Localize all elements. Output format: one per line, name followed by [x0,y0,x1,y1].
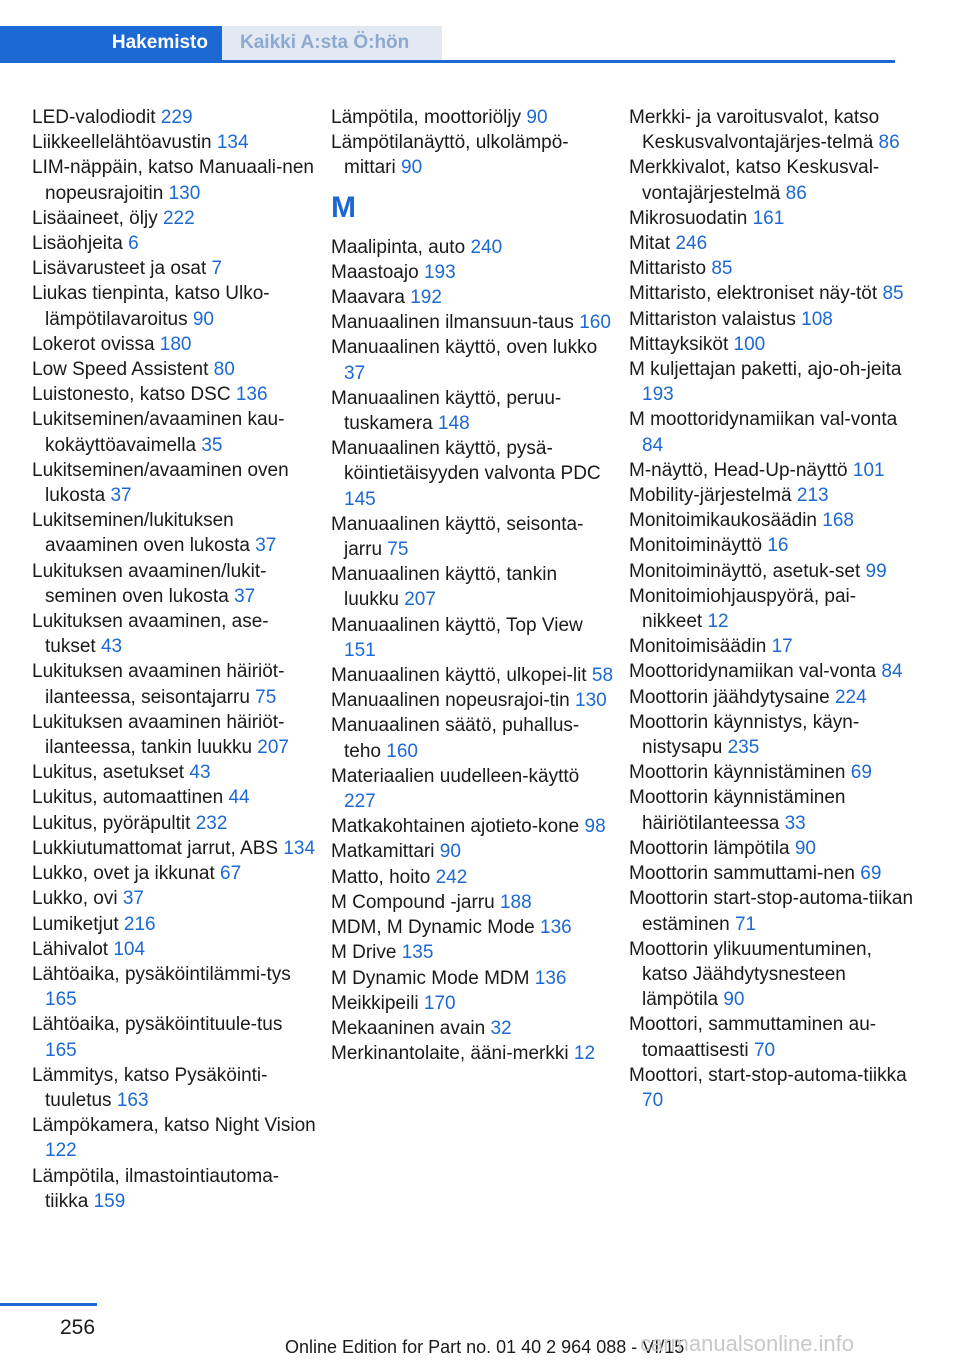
index-entry [331,991,616,1016]
index-entry [629,105,914,155]
index-entry [331,613,616,663]
index-entry [629,785,914,835]
index-column-3 [629,105,914,1113]
footer-divider [0,1303,97,1306]
page-reference-link[interactable]: 80 [213,359,235,381]
index-entry-text: Manuaalinen käyttö, peruu-tuskamera [331,387,562,435]
index-entry-text: Manuaalinen käyttö, oven lukko [331,337,598,359]
index-entry-text: Manuaalinen säätö, puhallus-teho [331,715,580,762]
page-reference-link[interactable]: 90 [794,837,816,859]
index-entry-text: Moottori, start-stop-automa-tiikka [629,1064,907,1086]
page-reference-link[interactable]: 86 [878,132,900,154]
index-entry-text: Lämpötila, moottoriöljy [331,107,522,128]
page-reference-link[interactable]: 130 [575,690,607,712]
index-entry [629,584,914,634]
index-entry-text: Maastoajo [331,261,419,283]
index-entry [32,508,317,558]
index-entry-text: Lukituksen avaaminen häiriöt-ilanteessa, tankin luukku [32,711,285,759]
page-reference-link[interactable]: 84 [642,434,664,456]
index-entry-text: Lähtöaika, pysäköintituule-tus [32,1014,283,1036]
index-entry [629,281,914,306]
page-reference-link[interactable]: 43 [100,636,123,658]
page-reference-link[interactable]: 99 [865,560,887,582]
index-entry-text: Lähtöaika, pysäköintilämmi-tys [32,963,291,985]
page-reference-link[interactable]: 134 [216,132,249,154]
index-entry [331,865,616,890]
page-reference-link[interactable]: 163 [116,1089,149,1111]
index-entry [32,710,317,760]
index-entry [629,231,914,256]
index-entry-text: Lokerot ovissa [32,333,155,355]
page-reference-link[interactable]: 193 [423,261,456,283]
index-entry-text: Lukitus, asetukset [32,762,185,784]
page-reference-link[interactable]: 37 [234,585,256,607]
index-entry-text: Materiaalien uudelleen-käyttö [331,765,580,787]
page-reference-link[interactable]: 148 [437,413,470,435]
index-entry-text: Lukituksen avaaminen/lukit-seminen oven lukosta [32,560,267,607]
index-entry [331,310,616,335]
page-reference-link[interactable]: 58 [591,665,614,687]
index-entry-text: Merkki- ja varoitusvalot, katso Keskusvalvontajärjes-telmä [629,107,880,154]
page-reference-link[interactable]: 136 [540,917,572,939]
index-entry-text: Lisävarusteet ja osat [32,258,207,280]
page-reference-link[interactable]: 101 [852,459,885,481]
index-entry-text: Manuaalinen käyttö, tankin luukku [331,564,558,611]
index-entry [629,1012,914,1062]
header-divider [0,60,895,63]
index-entry-text: Matkamittari [331,841,435,863]
index-entry [32,609,317,659]
index-entry [32,1164,317,1214]
index-entry-text: LED-valodiodit [32,107,156,128]
index-column-2 [331,105,616,1066]
page-reference-link[interactable]: 235 [727,737,760,759]
index-entry [629,357,914,407]
index-entry [629,307,914,332]
index-entry [331,663,616,688]
index-entry [32,155,317,205]
index-entry-text: Moottorin ylikuumentuminen, katso Jäähdytysnesteen lämpötila [629,938,872,1011]
page-reference-link[interactable]: 44 [228,787,250,809]
index-entry-text: M Drive [331,942,397,964]
page-reference-link[interactable]: 69 [860,863,882,885]
page-reference-link[interactable]: 151 [344,639,376,661]
index-entry [331,966,616,991]
index-entry [331,285,616,310]
index-entry-text: Lukitseminen/avaaminen oven lukosta [32,459,289,507]
page-reference-link[interactable]: 229 [160,107,193,128]
index-entry [629,760,914,785]
tab-kaikki-a-o[interactable] [222,26,442,60]
index-entry-text: Lämpökamera, katso Night Vision [32,1115,316,1137]
index-entry [331,814,616,839]
index-entry [331,130,616,180]
index-entry-text: Moottorin start-stop-automa-tiikan estäminen [629,888,914,935]
tab-hakemisto[interactable] [0,26,222,60]
page-reference-link[interactable]: 246 [675,233,708,255]
index-entry-text: Moottorin sammuttami-nen [629,863,855,885]
index-entry-text: Moottori, sammuttaminen au-tomaattisesti [629,1014,877,1061]
edition-note: Online Edition for Part no. 01 40 2 964 088 - VI/15 [285,1337,685,1357]
section-letter: M [331,190,356,224]
index-entry [629,483,914,508]
page-reference-link[interactable]: 37 [122,888,144,910]
index-entry-text: Matto, hoito [331,866,431,888]
index-entry [629,332,914,357]
index-entry-text: Lukituksen avaaminen, ase-tukset [32,611,269,658]
index-entry-text: Maavara [331,287,405,309]
page-reference-link[interactable]: 130 [168,182,201,204]
page-reference-link[interactable]: 98 [584,816,606,838]
page-reference-link[interactable]: 232 [195,812,228,834]
page-reference-link[interactable]: 168 [822,510,854,532]
index-entry [629,508,914,533]
page-reference-link[interactable]: 70 [642,1089,664,1111]
page-reference-link[interactable]: 71 [734,913,757,935]
index-entry-text: Liikkeellelähtöavustin [32,132,212,154]
page-reference-link[interactable]: 222 [162,207,195,229]
index-entry-text: Manuaalinen käyttö, pysä-köintietäisyyden valvonta PDC [331,438,601,485]
index-entry-text: Manuaalinen ilmansuun-taus [331,312,574,334]
page-reference-link[interactable]: 213 [796,485,829,507]
index-entry [331,713,616,763]
index-entry-text: Manuaalinen käyttö, Top View [331,614,583,636]
index-entry [32,1063,317,1113]
page-reference-link[interactable]: 135 [401,942,434,964]
index-entry [32,861,317,886]
index-entry [331,1041,616,1066]
page-reference-link[interactable]: 207 [257,737,289,759]
index-entry [32,559,317,609]
index-entry-text: LIM-näppäin, katso Manuaali-nen nopeusrajoitin [32,157,315,204]
page-reference-link[interactable]: 242 [435,866,468,888]
page-reference-link[interactable]: 85 [882,283,904,305]
page-reference-link[interactable]: 84 [881,661,903,683]
index-entry [331,386,616,436]
index-entry [629,256,914,281]
index-entry-text: Monitoiminäyttö, asetuk-set [629,560,861,582]
index-entry-text: Moottoridynamiikan val-vonta [629,661,877,683]
index-entry [629,685,914,710]
index-entry-text: Mittaristo, elektroniset näy-töt [629,283,878,305]
index-entry-text: Lämpötila, ilmastointiautoma-tiikka [32,1165,280,1212]
index-entry-text: Lukituksen avaaminen häiriöt-ilanteessa, seisontajarru [32,661,285,708]
page-reference-link[interactable]: 160 [579,312,611,334]
index-entry-text: Monitoiminäyttö [629,535,763,557]
header-tabs [0,26,895,64]
index-entry-text: Moottorin lämpötila [629,837,790,859]
page-reference-link[interactable]: 161 [752,207,785,229]
index-entry-text: Moottorin käynnistäminen häiriötilanteessa [629,787,846,834]
page-reference-link[interactable]: 37 [344,362,366,384]
index-entry [331,260,616,285]
page-reference-link[interactable]: 90 [723,989,745,1011]
page-reference-link[interactable]: 240 [470,236,503,258]
page-reference-link[interactable]: 193 [642,384,674,406]
tab-hakemisto-label: Hakemisto [111,32,208,53]
index-entry [32,760,317,785]
page-reference-link[interactable]: 17 [771,636,793,658]
page-reference-link[interactable]: 7 [211,258,223,280]
index-entry [331,105,616,130]
index-entry [629,634,914,659]
index-entry [32,836,317,861]
page-reference-link[interactable]: 33 [784,812,806,834]
index-entry-text: Lukitseminen/lukituksen avaaminen oven lukosta [32,510,250,557]
page-reference-link[interactable]: 37 [110,485,132,507]
page-reference-link[interactable]: 86 [785,182,807,204]
index-entry [32,811,317,836]
index-entry [331,512,616,562]
page-reference-link[interactable]: 43 [189,762,211,784]
index-entry [32,382,317,407]
page-reference-link[interactable]: 90 [401,157,423,179]
index-entry [32,357,317,382]
index-entry [629,710,914,760]
page-reference-link[interactable]: 160 [386,740,418,762]
page-reference-link[interactable]: 207 [404,589,436,611]
page-reference-link[interactable]: 90 [439,841,461,863]
index-entry-text: M moottoridynamiikan val-vonta [629,409,898,431]
index-entry-text: Matkakohtainen ajotieto-kone [331,816,580,838]
index-entry [629,861,914,886]
page-reference-link[interactable]: 67 [220,863,242,885]
index-entry-text: Moottorin jäähdytysaine [629,686,830,708]
index-entry-text: MDM, M Dynamic Mode [331,917,535,939]
index-entry-text: Manuaalinen käyttö, ulkopei-lit [331,665,587,687]
index-entry-text: Merkinantolaite, ääni-merkki [331,1043,569,1065]
index-entry-text: Mittariston valaistus [629,308,796,330]
index-entry [331,436,616,512]
index-entry [331,235,616,260]
index-entry-text: M kuljettajan paketti, ajo-oh-jeita [629,359,902,381]
index-entry [32,332,317,357]
index-entry-text: Mobility-järjestelmä [629,485,792,507]
index-entry-text: Lisäohjeita [32,233,123,255]
page-reference-link[interactable]: 192 [410,287,442,309]
page-reference-link[interactable]: 136 [235,384,268,406]
page-reference-link[interactable]: 85 [711,258,733,280]
page-reference-link[interactable]: 35 [201,434,223,456]
index-entry-text: Monitoimikaukosäädin [629,510,817,532]
index-entry-text: Moottorin käynnistäminen [629,762,846,784]
page-reference-link[interactable]: 170 [423,992,456,1014]
index-entry-text: Lumiketjut [32,913,119,935]
index-entry [629,836,914,861]
index-entry [32,886,317,911]
index-entry [629,458,914,483]
index-entry-text: Lukkiutumattomat jarrut, ABS [32,837,279,859]
index-entry-text: Manuaalinen nopeusrajoi-tin [331,690,570,712]
page-reference-link[interactable]: 227 [344,791,376,813]
index-entry [32,785,317,810]
index-entry-text: Lukitus, pyöräpultit [32,812,191,834]
index-entry [32,659,317,709]
index-entry [331,335,616,385]
index-entry [32,256,317,281]
index-entry [629,659,914,684]
index-entry [629,407,914,457]
page-reference-link[interactable]: 16 [767,535,789,557]
index-entry [331,1016,616,1041]
index-entry [32,105,317,130]
tab-kaikki-label: Kaikki A:sta Ö:hön [240,32,410,53]
index-entry-text: M Dynamic Mode MDM [331,967,530,989]
index-entry [32,407,317,457]
index-entry-text: Lukitus, automaattinen [32,787,224,809]
index-entry [331,688,616,713]
page-reference-link[interactable]: 12 [573,1043,596,1065]
page-reference-link[interactable]: 12 [707,611,729,633]
index-entry [629,533,914,558]
index-column-1 [32,105,317,1214]
index-entry [629,886,914,936]
index-entry [32,458,317,508]
index-entry [32,281,317,331]
index-entry-text: Lukitseminen/avaaminen kau-kokäyttöavaimella [32,409,285,456]
page-reference-link[interactable]: 37 [255,535,277,557]
page-reference-link[interactable]: 134 [283,837,316,859]
watermark: carmanualsonline.info [640,1331,855,1356]
index-entry-text: Mitat [629,233,671,255]
index-entry [32,206,317,231]
page-number: 256 [60,1316,96,1339]
page-reference-link[interactable]: 159 [93,1190,126,1212]
page-reference-link[interactable]: 216 [123,913,156,935]
index-entry-text: Mittayksiköt [629,333,729,355]
index-entry-text: Mekaaninen avain [331,1017,486,1039]
index-entry [32,937,317,962]
index-entry [629,206,914,231]
index-entry-text: Meikkipeili [331,992,419,1014]
page-reference-link[interactable]: 165 [45,989,77,1011]
index-entry [629,937,914,1013]
index-entry [331,890,616,915]
index-entry [629,155,914,205]
index-entry-text: Monitoimiohjauspyörä, pai-nikkeet [629,585,857,633]
page-reference-link[interactable]: 104 [113,938,146,960]
index-entry-text: Merkkivalot, katso Keskusval-vontajärjestelmä [629,157,880,204]
index-entry-text: Low Speed Assistent [32,359,209,381]
page-reference-link[interactable]: 90 [526,107,548,128]
page-reference-link[interactable]: 6 [128,233,139,255]
page-reference-link[interactable]: 69 [850,762,872,784]
index-entry-text: Mikrosuodatin [629,207,748,229]
page-reference-link[interactable]: 70 [753,1039,776,1061]
page-reference-link[interactable]: 75 [255,686,277,708]
index-entry [32,1113,317,1163]
index-entry-text: Lämmitys, katso Pysäköinti-tuuletus [32,1064,268,1111]
index-entry-text: Lähivalot [32,938,109,960]
index-entry [32,231,317,256]
index-entry [331,940,616,965]
index-entry-text: Moottorin käynnistys, käyn-nistysapu [629,711,860,759]
index-entry-text: Lukko, ovi [32,888,118,910]
index-entry [32,1012,317,1062]
index-entry-text: Liukas tienpinta, katso Ulko-lämpötilavaroitus [32,283,270,330]
index-entry-text: Manuaalinen käyttö, seisonta-jarru [331,513,584,561]
index-entry-text: M Compound -jarru [331,891,495,913]
index-entry [331,839,616,864]
index-entry [331,915,616,940]
index-entry-text: Maalipinta, auto [331,236,466,258]
page-reference-link[interactable]: 75 [387,539,409,561]
page-reference-link[interactable]: 145 [344,488,376,510]
page-reference-link[interactable]: 188 [499,891,532,913]
page-reference-link[interactable]: 108 [801,308,833,330]
index-entry [32,912,317,937]
index-entry-text: Lukko, ovet ja ikkunat [32,863,215,885]
index-entry [629,1063,914,1113]
index-entry [331,562,616,612]
index-entry [32,130,317,155]
page-reference-link[interactable]: 180 [159,333,192,355]
page-reference-link[interactable]: 100 [733,333,766,355]
index-entry-text: Lämpötilanäyttö, ulkolämpö-mittari [331,132,569,179]
page-reference-link[interactable]: 224 [834,686,867,708]
index-entry [331,764,616,814]
index-entry-text: Mittaristo [629,258,707,280]
index-entry-text: M-näyttö, Head-Up-näyttö [629,459,848,481]
index-entry [629,559,914,584]
page-reference-link[interactable]: 122 [45,1140,77,1162]
index-entry-text: Monitoimisäädin [629,636,767,658]
index-entry [32,962,317,1012]
page-reference-link[interactable]: 90 [192,308,214,330]
index-entry-text: Luistonesto, katso DSC [32,384,231,406]
page-reference-link[interactable]: 136 [534,967,567,989]
page-reference-link[interactable]: 32 [490,1017,512,1039]
index-entry-text: Lisäaineet, öljy [32,207,158,229]
page-reference-link[interactable]: 165 [45,1039,77,1061]
